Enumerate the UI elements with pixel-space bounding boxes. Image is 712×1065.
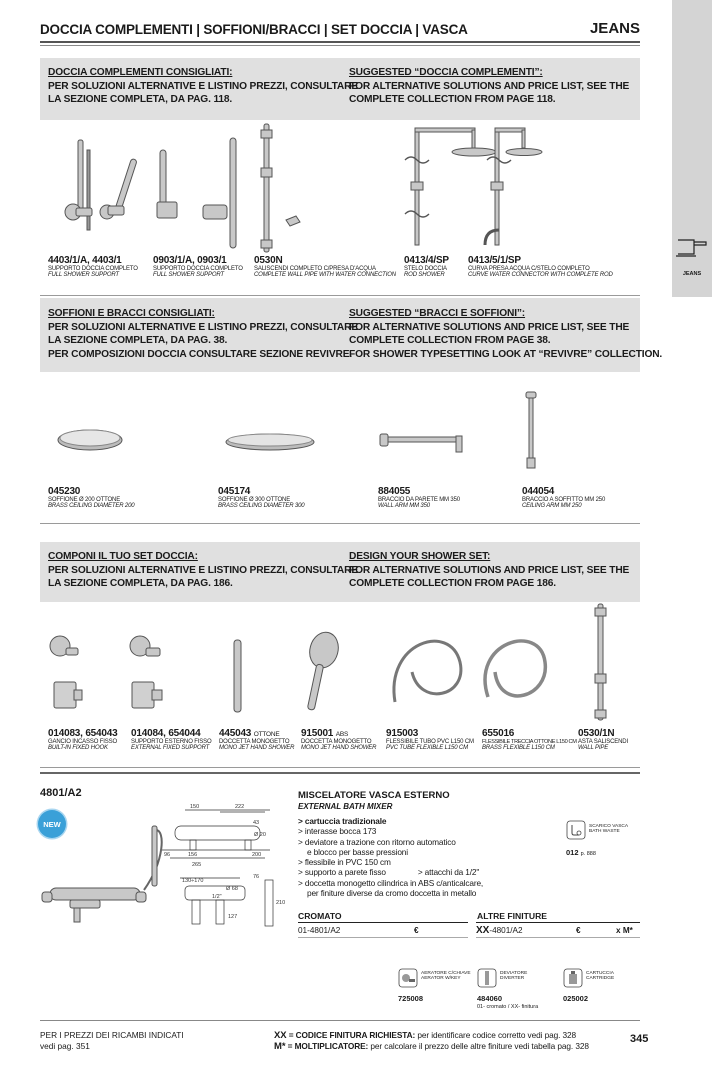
footer-left-1: PER I PREZZI DEI RICAMBI INDICATI xyxy=(40,1030,184,1040)
s2-item-1-code: 045230 xyxy=(48,486,81,497)
product-image-915001 xyxy=(306,629,342,710)
product-image-044054 xyxy=(526,392,536,468)
s2-item-1-desc: SOFFIONE Ø 200 OTTONE xyxy=(48,497,121,503)
footer-xx-line xyxy=(274,1030,589,1041)
s3-item-4-code xyxy=(301,728,376,739)
feature-3: > deviatore a trazione con ritorno automatico xyxy=(298,836,456,847)
section3-it-line1: PER SOLUZIONI ALTERNATIVE E LISTINO PREZZI, CONSULTARE xyxy=(48,564,358,576)
acc-3-code: 025002 xyxy=(563,994,589,1003)
cartridge-icon xyxy=(563,968,583,988)
product-image-0530-1n xyxy=(595,604,606,720)
s2-item-3 xyxy=(378,486,460,509)
product-image-4403-hand xyxy=(100,158,137,219)
section1-product-images xyxy=(40,120,640,255)
product-image-4403 xyxy=(65,140,92,230)
acc-1-l2: AERATOR W/KEY xyxy=(421,976,461,982)
dim-265: 265 xyxy=(192,862,202,868)
acc-3-label xyxy=(586,971,614,982)
drain-label-1: SCARICO VASCA xyxy=(589,824,629,829)
section1-en-line1: FOR ALTERNATIVE SOLUTIONS AND PRICE LIST, SEE THE xyxy=(349,80,630,92)
s2-item-3-code: 884055 xyxy=(378,486,411,497)
s2-item-1 xyxy=(48,486,134,509)
s3-item-7 xyxy=(578,728,628,751)
feature-list xyxy=(298,816,483,898)
s2-item-4-code: 044054 xyxy=(522,486,555,497)
s1-item-1 xyxy=(48,255,138,278)
table-rule-4 xyxy=(476,937,640,938)
s2-item-3-en: WALL ARM MM 350 xyxy=(378,503,430,509)
s3-item-4-desc: DOCCETTA MONOGETTO xyxy=(301,739,372,745)
drain-page: p. 888 xyxy=(580,851,596,857)
section2-en-title: SUGGESTED “BRACCI E SOFFIONI”: xyxy=(349,308,526,319)
dim-200: 200 xyxy=(252,852,262,858)
s3-item-3 xyxy=(219,728,294,751)
s2-item-3-desc: BRACCIO DA PARETE MM 350 xyxy=(378,497,460,503)
s1-item-5-en: CURVE WATER CONNECTOR WITH COMPLETE ROD xyxy=(468,272,613,278)
page-number: 345 xyxy=(630,1033,649,1045)
s3-item-6 xyxy=(482,728,577,751)
product-image-0413-4 xyxy=(405,128,496,245)
acc-1-label xyxy=(421,971,471,982)
section1-en-title: SUGGESTED “DOCCIA COMPLEMENTI”: xyxy=(349,67,543,78)
s1-item-4 xyxy=(404,255,449,278)
feature-6-b: > attacchi da 1/2" xyxy=(417,867,480,878)
table-header-altre: ALTRE FINITURE xyxy=(477,911,548,921)
dim-150: 150 xyxy=(190,804,200,810)
section3-product-images xyxy=(40,602,640,722)
dim-labels xyxy=(164,804,285,920)
s1-item-2-code: 0903/1/A, 0903/1 xyxy=(153,255,227,266)
dim-156: 156 xyxy=(188,852,198,858)
s3-item-1-desc: GANCIO INCASSO FISSO xyxy=(48,739,118,745)
s3-item-7-en: WALL PIPE xyxy=(578,745,609,751)
s3-item-5-code xyxy=(386,728,474,739)
drain-label-2: BATH WASTE xyxy=(589,829,620,835)
multiplier: x M* xyxy=(616,926,633,935)
s3-item-7-code xyxy=(578,728,628,739)
s2-item-2-en: BRASS CEILING DIAMETER 300 xyxy=(218,503,305,509)
section1-en-line2: COMPLETE COLLECTION FROM PAGE 118. xyxy=(349,94,556,106)
cromato-code: 01-4801/A2 xyxy=(298,926,341,935)
acc-2-label xyxy=(500,971,527,982)
altre-code xyxy=(476,925,523,936)
s3-item-5 xyxy=(386,728,474,751)
aerator-icon xyxy=(398,968,418,988)
mixer-title: MISCELATORE VASCA ESTERNO xyxy=(298,790,450,801)
dim-222: 222 xyxy=(235,804,245,810)
s3-item-4-suffix: ABS xyxy=(335,731,349,738)
table-header-cromato: CROMATO xyxy=(298,911,342,921)
feature-5: > flessibile in PVC 150 cm xyxy=(298,857,391,868)
section2-en-line3: FOR SHOWER TYPESETTING LOOK AT “REVIVRE” COLLECTION. xyxy=(349,348,663,360)
s3-item-3-desc: DOCCETTA MONOGETTO xyxy=(219,739,290,745)
section2-it-text xyxy=(48,307,358,361)
bath-waste-icon xyxy=(566,820,586,840)
s3-item-3-code xyxy=(219,728,294,739)
s3-item-3-code-text: 445043 xyxy=(219,728,252,739)
s1-item-3-en: COMPLETE WALL PIPE WITH WATER CONNECTION xyxy=(254,272,396,278)
product-image-045174 xyxy=(226,434,314,450)
product-image-884055 xyxy=(380,434,462,452)
product-image-445043 xyxy=(234,640,241,712)
section3-it-title: COMPONI IL TUO SET DOCCIA: xyxy=(48,551,198,562)
drain-code xyxy=(566,848,596,857)
feature-6-a: > supporto a parete fisso xyxy=(298,867,386,878)
table-rule-3 xyxy=(298,937,468,938)
feature-6 xyxy=(298,867,483,877)
feature-1: > cartuccia tradizionale xyxy=(298,816,387,826)
s3-item-6-code-text: 655016 xyxy=(482,728,515,739)
technical-diagram xyxy=(160,810,273,926)
product-image-0413-5 xyxy=(485,128,542,245)
s1-item-4-desc: STELO DOCCIA xyxy=(404,266,447,272)
dim-130-170: 130÷170 xyxy=(182,878,204,884)
diverter-icon xyxy=(477,968,497,988)
product-image-655016 xyxy=(485,641,545,697)
dim-half-inch: 1/2" xyxy=(212,894,222,900)
altre-euro: € xyxy=(576,926,581,935)
s1-item-2-desc: SUPPORTO DOCCIA COMPLETO xyxy=(153,266,243,272)
faucet-icon xyxy=(674,232,710,264)
s1-item-5-desc: CURVA PRESA ACQUA C/STELO COMPLETO xyxy=(468,266,590,272)
page-title: DOCCIA COMPLEMENTI | SOFFIONI/BRACCI | SET DOCCIA | VASCA xyxy=(40,22,468,37)
mixer-subtitle: EXTERNAL BATH MIXER xyxy=(298,802,393,811)
s3-item-4-code-text: 915001 xyxy=(301,728,334,739)
header-rule-thin xyxy=(40,45,640,46)
feature-2: > interasse bocca 173 xyxy=(298,826,377,837)
section3-en-line1: FOR ALTERNATIVE SOLUTIONS AND PRICE LIST, SEE THE xyxy=(349,564,630,576)
s3-item-5-desc: FLESSIBILE TUBO PVC L150 CM xyxy=(386,739,474,745)
dim-43: 43 xyxy=(253,820,260,826)
section2-en-line1: FOR ALTERNATIVE SOLUTIONS AND PRICE LIST, SEE THE xyxy=(349,321,630,333)
s3-item-1-en: BUILT-IN FIXED HOOK xyxy=(48,745,108,751)
section1-en-text xyxy=(349,66,629,107)
s3-item-5-en: PVC TUBE FLEXIBLE L150 CM xyxy=(386,745,468,751)
s1-item-2 xyxy=(153,255,243,278)
acc-3-l2: CARTRIDGE xyxy=(586,976,615,982)
table-rule-1 xyxy=(298,922,468,923)
section2-it-line1: PER SOLUZIONI ALTERNATIVE E LISTINO PREZZI, CONSULTARE xyxy=(48,321,358,333)
table-rule-2 xyxy=(476,922,640,923)
section3-en-title: DESIGN YOUR SHOWER SET: xyxy=(349,551,491,562)
section2-it-line3: PER COMPOSIZIONI DOCCIA CONSULTARE SEZIONE REVIVRE. xyxy=(48,348,353,360)
s1-item-1-desc: SUPPORTO DOCCIA COMPLETO xyxy=(48,266,138,272)
side-label: JEANS xyxy=(682,271,702,277)
product-image-014083 xyxy=(50,636,82,708)
s1-item-3-code: 0530N xyxy=(254,255,283,266)
footer-middle xyxy=(274,1030,589,1052)
product-image-045230 xyxy=(58,430,122,450)
section2-it-title: SOFFIONI E BRACCI CONSIGLIATI: xyxy=(48,308,215,319)
s2-item-4-en: CEILING ARM MM 250 xyxy=(522,503,582,509)
product-image-915003 xyxy=(394,641,461,702)
s3-item-5-code-text: 915003 xyxy=(386,728,419,739)
section1-it-line1: PER SOLUZIONI ALTERNATIVE E LISTINO PREZZI, CONSULTARE xyxy=(48,80,358,92)
section1-it-line2: LA SEZIONE COMPLETA, DA PAG. 118. xyxy=(48,94,233,106)
s3-item-1 xyxy=(48,728,118,751)
footer-xx-label: = CODICE FINITURA RICHIESTA: xyxy=(286,1030,416,1040)
footer-m: M* xyxy=(274,1041,286,1052)
s3-item-3-en: MONO JET HAND SHOWER xyxy=(219,745,295,751)
section3-bottom-rule xyxy=(40,772,640,774)
dim-96: 96 xyxy=(164,852,171,858)
acc-2-l2: DIVERTER xyxy=(500,976,525,982)
s3-item-7-code-text: 0530/1N xyxy=(578,728,615,739)
acc-2-code: 484060 xyxy=(477,994,503,1003)
section1-it-title: DOCCIA COMPLEMENTI CONSIGLIATI: xyxy=(48,67,233,78)
s3-item-6-desc: FLESSIBILE TRECCIA OTTONE L150 CM xyxy=(482,739,577,745)
s1-item-5-code: 0413/5/1/SP xyxy=(468,255,521,266)
feature-7: > doccetta monogetto cilindrica in ABS c/anticalcare, xyxy=(298,877,484,888)
drain-code-num: 012 xyxy=(566,848,579,857)
s3-item-2-code xyxy=(131,728,212,739)
s3-item-6-en: BRASS FLEXIBLE L150 CM xyxy=(482,745,555,751)
s1-item-2-en: FULL SHOWER SUPPORT xyxy=(153,272,224,278)
s2-item-2 xyxy=(218,486,304,509)
dim-76: 76 xyxy=(253,874,260,880)
s2-item-4-desc: BRACCIO A SOFFITTO MM 250 xyxy=(522,497,606,503)
s3-item-1-code xyxy=(48,728,118,739)
footer-xx-text: per identificare codice corretto vedi pag. 328 xyxy=(415,1030,577,1040)
s3-item-4 xyxy=(301,728,376,751)
s1-item-4-code: 0413/4/SP xyxy=(404,255,449,266)
s1-item-1-code: 4403/1/A, 4403/1 xyxy=(48,255,122,266)
section3-en-line2: COMPLETE COLLECTION FROM PAGE 186. xyxy=(349,578,556,590)
section3-it-text xyxy=(48,550,358,591)
acc-1-code: 725008 xyxy=(398,994,424,1003)
s2-item-4 xyxy=(522,486,605,509)
s1-item-1-en: FULL SHOWER SUPPORT xyxy=(48,272,119,278)
footer-left-2: vedi pag. 351 xyxy=(40,1041,90,1051)
dim-d68: Ø 68 xyxy=(226,886,238,892)
footer-m-label: = MOLTIPLICATORE: xyxy=(285,1041,369,1051)
product-image-0530n xyxy=(261,124,300,252)
s3-item-7-desc: ASTA SALISCENDI xyxy=(578,739,628,745)
s1-item-3-desc: SALISCENDI COMPLETO C/PRESA D'ACQUA xyxy=(254,266,376,272)
header-rule xyxy=(40,41,640,43)
product-drawing xyxy=(40,800,290,960)
product-code: 4801/A2 xyxy=(40,787,82,799)
dim-d20: Ø 20 xyxy=(254,832,266,838)
section2-product-images xyxy=(40,372,640,482)
s2-item-1-en: BRASS CEILING DIAMETER 200 xyxy=(48,503,135,509)
s2-item-2-code: 045174 xyxy=(218,486,251,497)
acc-2-note: 01- cromato / XX- finitura xyxy=(477,1004,539,1010)
section2-en-text xyxy=(349,307,662,361)
dim-210: 210 xyxy=(276,900,286,906)
altre-code-text: -4801/A2 xyxy=(489,926,523,935)
dim-127: 127 xyxy=(228,914,238,920)
s3-item-2-en: EXTERNAL FIXED SUPPORT xyxy=(131,745,210,751)
footer-m-line xyxy=(274,1041,589,1052)
altre-prefix: XX xyxy=(476,925,490,936)
section2-it-line2: LA SEZIONE COMPLETA, DA PAG. 38. xyxy=(48,335,228,347)
section3-en-text xyxy=(349,550,629,591)
footer-rule xyxy=(40,1020,640,1021)
s1-item-3 xyxy=(254,255,396,278)
feature-4: e blocco per basse pressioni xyxy=(307,846,408,857)
s3-item-6-code xyxy=(482,728,577,739)
footer-xx: XX xyxy=(274,1030,287,1041)
s3-item-2 xyxy=(131,728,212,751)
section3-it-line2: LA SEZIONE COMPLETA, DA PAG. 186. xyxy=(48,578,233,590)
s1-item-5 xyxy=(468,255,613,278)
product-image-0903 xyxy=(157,138,236,248)
feature-8: per finiture diverse da cromo doccetta in metallo xyxy=(307,888,477,899)
drain-label xyxy=(589,824,628,835)
s3-item-3-suffix: OTTONE xyxy=(253,731,280,738)
section1-it-text xyxy=(48,66,358,107)
cromato-euro: € xyxy=(414,926,419,935)
acc-3-l1: CARTUCCIA xyxy=(586,971,614,976)
product-image-014084 xyxy=(130,636,162,708)
s1-item-4-en: ROD SHOWER xyxy=(404,272,445,278)
acc-2-l1: DEVIATORE xyxy=(500,971,528,976)
acc-1-l1: AERATORE C/CHIAVE xyxy=(421,971,471,976)
footer-left xyxy=(40,1030,184,1052)
s3-item-4-en: MONO JET HAND SHOWER xyxy=(301,745,377,751)
brand-name: JEANS xyxy=(589,20,640,37)
section2-en-line2: COMPLETE COLLECTION FROM PAGE 38. xyxy=(349,335,551,347)
s3-item-1-code-text: 014083, 654043 xyxy=(48,728,118,739)
footer-m-text: per calcolare il prezzo delle altre finiture vedi tabella pag. 328 xyxy=(368,1041,589,1051)
s3-item-2-desc: SUPPORTO ESTERNO FISSO xyxy=(131,739,212,745)
mixer-photo xyxy=(42,826,162,922)
new-badge: NEW xyxy=(38,810,66,838)
s2-item-2-desc: SOFFIONE Ø 300 OTTONE xyxy=(218,497,291,503)
s3-item-2-code-text: 014084, 654044 xyxy=(131,728,201,739)
